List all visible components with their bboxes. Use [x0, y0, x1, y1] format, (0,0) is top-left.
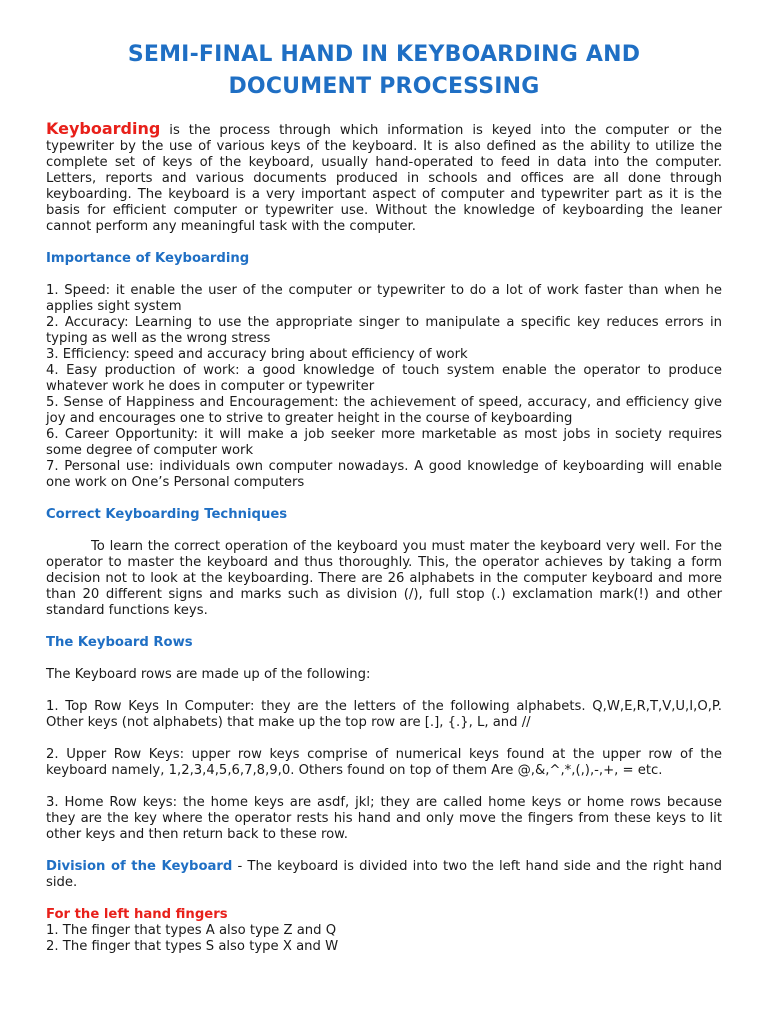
intro-paragraph	[46, 121, 722, 235]
importance-item: 1. Speed: it enable the user of the computer or typewriter to do a lot of work faster than when he applies sight system	[46, 283, 722, 314]
title-line-2: DOCUMENT PROCESSING	[228, 74, 540, 99]
title-line-1: SEMI-FINAL HAND IN KEYBOARDING AND	[127, 42, 641, 67]
importance-item: 3. Efficiency: speed and accuracy bring about efficiency of work	[46, 347, 468, 362]
importance-item: 6. Career Opportunity: it will make a job seeker more marketable as most jobs in society requires some degree of computer work	[46, 427, 722, 458]
rows-item: 2. Upper Row Keys: upper row keys comprise of numerical keys found at the upper row of the keyboard namely, 1,2,3,4,5,6,7,8,9,0. Others found on top of them Are @,&,^,*,(,),-,+, = etc.	[46, 747, 722, 778]
division-heading: Division of the Keyboard	[46, 859, 233, 874]
left-hand-item: 1. The finger that types A also type Z and Q	[46, 923, 337, 938]
rows-intro: The Keyboard rows are made up of the following:	[46, 667, 371, 682]
division-text: - The keyboard is divided into two the left hand side and the right hand side.	[46, 859, 722, 890]
intro-keyword: Keyboarding	[46, 119, 161, 138]
importance-list	[46, 283, 722, 491]
techniques-paragraph: To learn the correct operation of the keyboard you must mater the keyboard very well. For the operator to master the keyboard and thus thoroughly. This, the operator achieves by taking a form decision not to look at the keyboarding. There are 26 alphabets in the computer keyboard and more than 20 different signs and marks such as division (/), full stop (.) exclamation mark(!) and other standard functions keys.	[46, 539, 722, 618]
importance-item: 4. Easy production of work: a good knowledge of touch system enable the operator to produce whatever work he does in computer or typewriter	[46, 363, 722, 394]
importance-heading: Importance of Keyboarding	[46, 251, 250, 266]
document-title	[46, 0, 722, 103]
techniques-heading: Correct Keyboarding Techniques	[46, 507, 288, 522]
rows-item: 3. Home Row keys: the home keys are asdf, jkl; they are called home keys or home rows because they are the key where the operator rests his hand and only move the fingers from these keys to lit other keys and then return back to these row.	[46, 795, 722, 842]
left-hand-heading: For the left hand fingers	[46, 907, 228, 922]
importance-item: 7. Personal use: individuals own computer nowadays. A good knowledge of keyboarding will enable one work on One’s Personal computers	[46, 459, 722, 490]
importance-item: 5. Sense of Happiness and Encouragement: the achievement of speed, accuracy, and efficiency give joy and encourages one to strive to greater height in the course of keyboarding	[46, 395, 722, 426]
importance-item: 2. Accuracy: Learning to use the appropriate singer to manipulate a specific key reduces errors in typing as well as the wrong stress	[46, 315, 722, 346]
rows-heading: The Keyboard Rows	[46, 635, 193, 650]
rows-item: 1. Top Row Keys In Computer: they are the letters of the following alphabets. Q,W,E,R,T,V,U,I,O,P. Other keys (not alphabets) that make up the top row are [.], {.}, L, and //	[46, 699, 722, 730]
left-hand-item: 2. The finger that types S also type X and W	[46, 939, 339, 954]
division-paragraph	[46, 859, 722, 891]
intro-text: is the process through which information is keyed into the computer or the typewriter by the use of various keys of the keyboard. It is also defined as the ability to utilize the complete set of keys of the keyboard, usually hand-operated to feed in data into the computer. Letters, reports and various documents produced in schools and offices are all done through keyboarding. The keyboard is a very important aspect of computer and typewriter part as it is the basis for efficient computer or typewriter use. Without the knowledge of keyboarding the leaner cannot perform any meaningful task with the computer.	[46, 123, 722, 234]
